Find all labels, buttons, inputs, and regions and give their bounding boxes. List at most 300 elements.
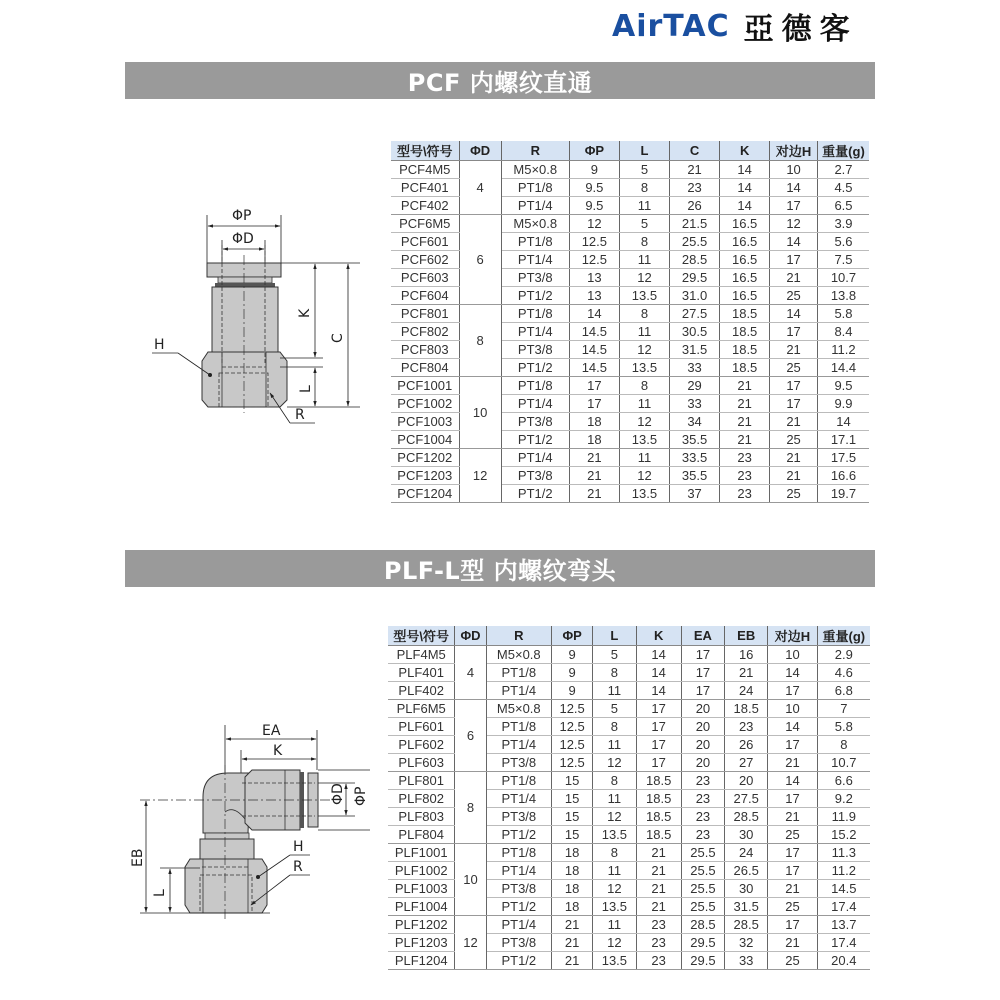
cell-value: 25.5 — [681, 880, 724, 898]
cell-value: 28.5 — [725, 808, 768, 826]
cell-value: PT3/8 — [486, 880, 551, 898]
cell-value: 13.5 — [619, 287, 669, 305]
cell-model: PCF601 — [391, 233, 459, 251]
cell-value: 30 — [725, 880, 768, 898]
cell-value: PT3/8 — [501, 341, 569, 359]
cell-value: 21 — [725, 664, 768, 682]
cell-value: PT1/2 — [501, 431, 569, 449]
cell-value: 11 — [619, 197, 669, 215]
logo-chinese-text: 亞德客 — [743, 12, 858, 47]
cell-value: 16 — [725, 646, 768, 664]
cell-value: 17 — [770, 323, 818, 341]
cell-model: PLF601 — [388, 718, 455, 736]
cell-value: 17 — [636, 754, 681, 772]
cell-value: 9.5 — [569, 179, 619, 197]
cell-value: 17 — [569, 377, 619, 395]
cell-value: 25.5 — [681, 898, 724, 916]
cell-value: 20 — [681, 754, 724, 772]
cell-value: 28.5 — [681, 916, 724, 934]
cell-value: 12.5 — [569, 233, 619, 251]
cell-model: PLF6M5 — [388, 700, 455, 718]
cell-value: 18.5 — [720, 323, 770, 341]
cell-value: 14 — [768, 664, 817, 682]
label-eb: EB — [130, 848, 146, 867]
cell-value: 25 — [768, 826, 817, 844]
cell-value: 8 — [817, 736, 870, 754]
cell-value: 33 — [670, 395, 720, 413]
cell-value: 12 — [770, 215, 818, 233]
cell-value: 25 — [770, 359, 818, 377]
cell-value: PT1/4 — [501, 251, 569, 269]
cell-value: 14 — [720, 161, 770, 179]
cell-value: 17 — [768, 862, 817, 880]
cell-value: 16.6 — [817, 467, 869, 485]
col-c: C — [670, 141, 720, 161]
cell-value: 11 — [619, 323, 669, 341]
col-r: R — [501, 141, 569, 161]
cell-value: 28.5 — [670, 251, 720, 269]
cell-value: 5.6 — [817, 233, 869, 251]
cell-model: PCF1001 — [391, 377, 459, 395]
cell-value: 13.5 — [593, 826, 636, 844]
cell-value: 14 — [720, 179, 770, 197]
cell-value: PT1/2 — [486, 898, 551, 916]
cell-value: 21 — [636, 862, 681, 880]
col-weight: 重量(g) — [817, 626, 870, 646]
cell-value: 20.4 — [817, 952, 870, 970]
cell-value: 23 — [681, 790, 724, 808]
cell-value: 32 — [725, 934, 768, 952]
cell-value: 2.7 — [817, 161, 869, 179]
label-l: L — [152, 889, 168, 897]
cell-value: 17 — [569, 395, 619, 413]
cell-phi-d: 6 — [459, 215, 501, 305]
cell-value: 17 — [768, 736, 817, 754]
cell-value: 21 — [552, 934, 593, 952]
cell-value: 14 — [817, 413, 869, 431]
cell-value: 18.5 — [725, 700, 768, 718]
cell-model: PLF802 — [388, 790, 455, 808]
cell-value: PT1/4 — [486, 790, 551, 808]
cell-value: 17 — [770, 377, 818, 395]
cell-value: 14.5 — [817, 880, 870, 898]
cell-value: 11.3 — [817, 844, 870, 862]
cell-value: 11 — [593, 916, 636, 934]
cell-value: 9 — [552, 646, 593, 664]
cell-value: 12 — [619, 269, 669, 287]
cell-value: 5.8 — [817, 305, 869, 323]
cell-value: 13 — [569, 269, 619, 287]
cell-value: 11 — [593, 736, 636, 754]
cell-value: 10.7 — [817, 754, 870, 772]
cell-value: 18.5 — [636, 826, 681, 844]
cell-value: 18.5 — [636, 790, 681, 808]
cell-value: 14 — [768, 772, 817, 790]
cell-model: PLF402 — [388, 682, 455, 700]
cell-value: 31.5 — [670, 341, 720, 359]
cell-value: 26.5 — [725, 862, 768, 880]
cell-value: 21.5 — [670, 215, 720, 233]
cell-value: PT1/4 — [486, 916, 551, 934]
cell-phi-d: 10 — [459, 377, 501, 449]
cell-value: 9.5 — [569, 197, 619, 215]
cell-model: PCF603 — [391, 269, 459, 287]
cell-model: PLF1204 — [388, 952, 455, 970]
cell-value: 8.4 — [817, 323, 869, 341]
cell-value: 3.9 — [817, 215, 869, 233]
table-row — [388, 844, 870, 862]
cell-value: 20 — [725, 772, 768, 790]
cell-value: 15 — [552, 790, 593, 808]
label-k: K — [297, 308, 313, 318]
pcf-spec-table — [391, 141, 869, 503]
cell-value: M5×0.8 — [501, 161, 569, 179]
cell-model: PLF401 — [388, 664, 455, 682]
cell-value: 9.2 — [817, 790, 870, 808]
cell-value: 11 — [619, 449, 669, 467]
cell-model: PLF801 — [388, 772, 455, 790]
cell-value: 23 — [670, 179, 720, 197]
cell-value: 26 — [725, 736, 768, 754]
cell-value: M5×0.8 — [501, 215, 569, 233]
cell-value: 7.5 — [817, 251, 869, 269]
cell-value: 21 — [552, 952, 593, 970]
cell-value: 16.5 — [720, 269, 770, 287]
table-row — [391, 161, 869, 179]
cell-value: 8 — [619, 377, 669, 395]
cell-value: 11 — [593, 790, 636, 808]
label-phi-p: ΦP — [353, 786, 369, 806]
label-r: R — [293, 859, 303, 875]
cell-value: 21 — [770, 341, 818, 359]
cell-value: 15 — [552, 772, 593, 790]
col-phi-p: ΦP — [569, 141, 619, 161]
cell-model: PLF1202 — [388, 916, 455, 934]
cell-value: 23 — [681, 772, 724, 790]
cell-value: 17 — [768, 916, 817, 934]
cell-value: 21 — [768, 754, 817, 772]
cell-value: 13.5 — [619, 359, 669, 377]
cell-value: 17 — [770, 395, 818, 413]
airtac-logo — [612, 8, 858, 47]
cell-value: PT1/2 — [501, 287, 569, 305]
cell-value: 21 — [720, 413, 770, 431]
cell-value: 21 — [768, 880, 817, 898]
cell-value: 21 — [720, 395, 770, 413]
cell-value: M5×0.8 — [486, 700, 551, 718]
cell-value: 23 — [720, 485, 770, 503]
cell-value: 18 — [552, 844, 593, 862]
cell-value: 4.5 — [817, 179, 869, 197]
cell-value: 25.5 — [670, 233, 720, 251]
col-l: L — [593, 626, 636, 646]
pcf-table-body — [391, 161, 869, 503]
cell-value: 13.5 — [619, 485, 669, 503]
cell-value: 35.5 — [670, 467, 720, 485]
cell-value: 17 — [681, 664, 724, 682]
label-phi-p: ΦP — [232, 208, 252, 224]
cell-value: 12 — [593, 934, 636, 952]
cell-value: PT1/4 — [501, 323, 569, 341]
cell-model: PLF1004 — [388, 898, 455, 916]
cell-model: PLF4M5 — [388, 646, 455, 664]
cell-value: 21 — [569, 467, 619, 485]
cell-value: 6.8 — [817, 682, 870, 700]
cell-value: 24 — [725, 844, 768, 862]
cell-value: 14.5 — [569, 323, 619, 341]
cell-value: 12.5 — [552, 754, 593, 772]
label-k: K — [273, 743, 283, 759]
section-title-plf: PLF-L型 内螺纹弯头 — [125, 550, 875, 587]
cell-value: PT1/8 — [486, 718, 551, 736]
cell-model: PLF1003 — [388, 880, 455, 898]
cell-value: 12 — [593, 808, 636, 826]
cell-value: 21 — [768, 934, 817, 952]
cell-value: PT1/8 — [501, 377, 569, 395]
cell-value: 27.5 — [725, 790, 768, 808]
cell-value: 5 — [593, 646, 636, 664]
label-c: C — [330, 333, 346, 343]
cell-value: 18 — [552, 898, 593, 916]
cell-value: 12.5 — [552, 718, 593, 736]
table-row — [388, 700, 870, 718]
label-h: H — [293, 839, 304, 855]
cell-value: 10 — [768, 700, 817, 718]
cell-value: 23 — [636, 916, 681, 934]
cell-value: 17 — [681, 646, 724, 664]
cell-value: 14.5 — [569, 341, 619, 359]
cell-phi-d: 4 — [455, 646, 486, 700]
cell-value: 17 — [636, 718, 681, 736]
cell-value: 23 — [720, 467, 770, 485]
cell-value: 12.5 — [569, 251, 619, 269]
cell-value: 12.5 — [552, 700, 593, 718]
cell-value: 23 — [725, 718, 768, 736]
cell-value: 8 — [619, 179, 669, 197]
cell-value: PT1/2 — [486, 826, 551, 844]
col-weight: 重量(g) — [817, 141, 869, 161]
cell-value: 34 — [670, 413, 720, 431]
pcf-straight-fitting-diagram — [140, 195, 380, 435]
cell-value: 26 — [670, 197, 720, 215]
cell-value: 14.5 — [569, 359, 619, 377]
cell-phi-d: 12 — [455, 916, 486, 970]
table-row — [391, 305, 869, 323]
cell-value: 11.2 — [817, 862, 870, 880]
cell-value: 18.5 — [636, 772, 681, 790]
cell-value: PT1/4 — [486, 682, 551, 700]
plf-elbow-fitting-diagram — [130, 715, 370, 925]
table-header-row — [388, 626, 870, 646]
cell-value: 9.9 — [817, 395, 869, 413]
cell-value: 12.5 — [552, 736, 593, 754]
col-eb: EB — [725, 626, 768, 646]
cell-value: 29.5 — [681, 934, 724, 952]
cell-value: 14 — [569, 305, 619, 323]
cell-value: 16.5 — [720, 233, 770, 251]
cell-value: 12 — [619, 413, 669, 431]
cell-value: 33.5 — [670, 449, 720, 467]
cell-value: 21 — [569, 449, 619, 467]
label-h: H — [154, 337, 165, 353]
col-k: K — [720, 141, 770, 161]
cell-model: PCF804 — [391, 359, 459, 377]
cell-value: 12 — [593, 754, 636, 772]
cell-value: PT3/8 — [501, 467, 569, 485]
cell-value: 14 — [636, 646, 681, 664]
cell-value: 21 — [770, 449, 818, 467]
cell-value: M5×0.8 — [486, 646, 551, 664]
cell-value: 21 — [636, 880, 681, 898]
cell-value: 16.5 — [720, 251, 770, 269]
plf-table-body — [388, 646, 870, 970]
cell-value: 17 — [768, 682, 817, 700]
cell-value: PT1/8 — [486, 664, 551, 682]
cell-phi-d: 8 — [459, 305, 501, 377]
label-phi-d: ΦD — [232, 231, 254, 247]
cell-value: 21 — [636, 898, 681, 916]
cell-value: 18.5 — [636, 808, 681, 826]
col-k: K — [636, 626, 681, 646]
cell-value: 16.5 — [720, 215, 770, 233]
cell-value: PT1/4 — [501, 197, 569, 215]
cell-value: 33 — [725, 952, 768, 970]
cell-value: PT1/8 — [501, 305, 569, 323]
cell-model: PCF802 — [391, 323, 459, 341]
cell-value: 6.5 — [817, 197, 869, 215]
cell-value: 6.6 — [817, 772, 870, 790]
cell-model: PCF1002 — [391, 395, 459, 413]
col-model: 型号\符号 — [388, 626, 455, 646]
table-row — [391, 215, 869, 233]
cell-value: 35.5 — [670, 431, 720, 449]
cell-model: PCF1004 — [391, 431, 459, 449]
cell-value: 8 — [593, 664, 636, 682]
cell-value: 19.7 — [817, 485, 869, 503]
cell-value: 2.9 — [817, 646, 870, 664]
cell-value: 21 — [768, 808, 817, 826]
cell-value: PT3/8 — [501, 269, 569, 287]
cell-value: PT1/4 — [486, 862, 551, 880]
cell-value: 12 — [593, 880, 636, 898]
cell-value: 17.5 — [817, 449, 869, 467]
cell-model: PCF1202 — [391, 449, 459, 467]
cell-value: PT1/2 — [501, 359, 569, 377]
cell-value: 25 — [770, 287, 818, 305]
col-h: 对边H — [770, 141, 818, 161]
cell-value: 14 — [636, 682, 681, 700]
cell-value: 18.5 — [720, 359, 770, 377]
cell-value: 13 — [569, 287, 619, 305]
cell-value: 29.5 — [681, 952, 724, 970]
col-r: R — [486, 626, 551, 646]
cell-phi-d: 4 — [459, 161, 501, 215]
col-phi-d: ΦD — [459, 141, 501, 161]
cell-value: 21 — [770, 413, 818, 431]
cell-value: 15 — [552, 826, 593, 844]
cell-value: 12 — [619, 341, 669, 359]
cell-model: PLF1203 — [388, 934, 455, 952]
cell-value: 29 — [670, 377, 720, 395]
cell-model: PCF1204 — [391, 485, 459, 503]
cell-value: 18.5 — [720, 341, 770, 359]
cell-value: 11 — [619, 395, 669, 413]
col-ea: EA — [681, 626, 724, 646]
cell-value: 14 — [636, 664, 681, 682]
cell-value: 25 — [768, 898, 817, 916]
cell-value: 18 — [569, 431, 619, 449]
cell-value: 20 — [681, 736, 724, 754]
cell-value: PT1/8 — [501, 233, 569, 251]
cell-value: 5 — [619, 161, 669, 179]
cell-value: 29.5 — [670, 269, 720, 287]
cell-value: 23 — [636, 952, 681, 970]
plf-spec-table — [388, 626, 870, 970]
cell-value: 21 — [636, 844, 681, 862]
col-phi-p: ΦP — [552, 626, 593, 646]
cell-model: PCF1203 — [391, 467, 459, 485]
cell-value: 17 — [768, 790, 817, 808]
col-l: L — [619, 141, 669, 161]
cell-value: 13.5 — [593, 898, 636, 916]
cell-value: 11.2 — [817, 341, 869, 359]
cell-value: PT3/8 — [486, 934, 551, 952]
cell-value: 13.5 — [619, 431, 669, 449]
cell-model: PCF604 — [391, 287, 459, 305]
cell-value: 8 — [593, 844, 636, 862]
cell-model: PCF801 — [391, 305, 459, 323]
cell-value: 33 — [670, 359, 720, 377]
cell-value: 28.5 — [725, 916, 768, 934]
cell-value: 5 — [619, 215, 669, 233]
cell-value: 21 — [770, 269, 818, 287]
label-r: R — [295, 407, 305, 423]
cell-value: 14 — [770, 233, 818, 251]
cell-value: 14 — [720, 197, 770, 215]
cell-value: 12 — [569, 215, 619, 233]
cell-value: 8 — [619, 233, 669, 251]
cell-phi-d: 8 — [455, 772, 486, 844]
cell-value: 17 — [768, 844, 817, 862]
label-ea: EA — [262, 723, 281, 739]
cell-model: PLF602 — [388, 736, 455, 754]
cell-value: 9 — [552, 682, 593, 700]
cell-model: PCF402 — [391, 197, 459, 215]
cell-model: PLF1002 — [388, 862, 455, 880]
cell-value: 12 — [619, 467, 669, 485]
cell-value: 17.1 — [817, 431, 869, 449]
cell-value: 14 — [768, 718, 817, 736]
table-row — [391, 377, 869, 395]
cell-value: 21 — [670, 161, 720, 179]
cell-value: 17 — [770, 197, 818, 215]
cell-value: 11 — [593, 862, 636, 880]
cell-value: 7 — [817, 700, 870, 718]
cell-value: 18 — [552, 880, 593, 898]
cell-value: 15 — [552, 808, 593, 826]
cell-value: 11 — [619, 251, 669, 269]
cell-value: 23 — [681, 826, 724, 844]
cell-value: 15.2 — [817, 826, 870, 844]
cell-value: 10 — [770, 161, 818, 179]
cell-value: 25.5 — [681, 844, 724, 862]
cell-value: PT1/8 — [486, 772, 551, 790]
cell-phi-d: 12 — [459, 449, 501, 503]
cell-value: 30.5 — [670, 323, 720, 341]
table-row — [388, 772, 870, 790]
cell-value: 11 — [593, 682, 636, 700]
cell-value: 21 — [552, 916, 593, 934]
